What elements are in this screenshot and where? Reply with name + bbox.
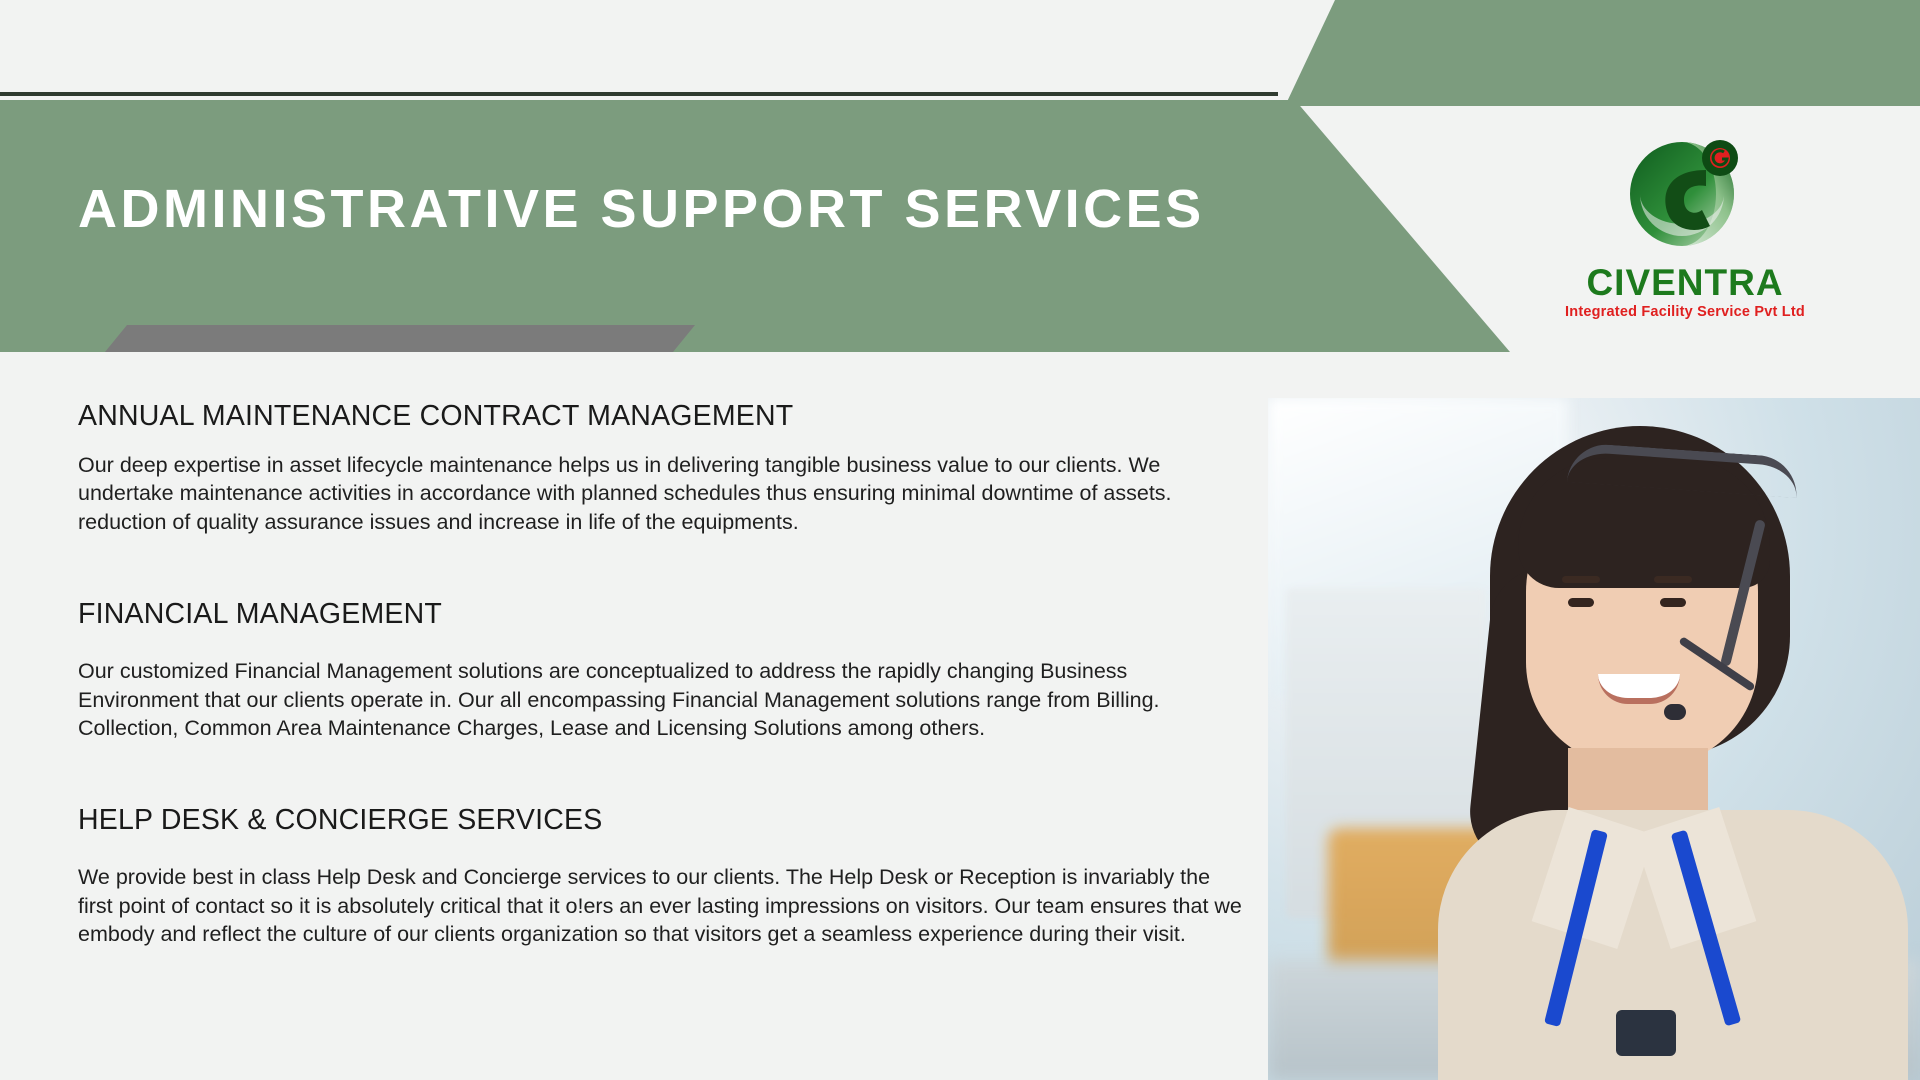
logo-tagline: Integrated Facility Service Pvt Ltd	[1565, 304, 1805, 320]
photo-person-badge	[1616, 1010, 1676, 1056]
section-body: We provide best in class Help Desk and Concierge services to our clients. The Help Desk or Reception is invariably the first point of contact so it is absolutely critical that it o!ers an ever lasting impressions on visitors. Our team ensures that we embody and reflect the culture of our clients organization so that visitors get a seamless experience during their visit.	[78, 865, 1242, 946]
logo-name: CIVENTRA	[1586, 262, 1784, 303]
section-help-desk-concierge-services	[78, 804, 1258, 948]
support-agent-photo	[1268, 398, 1920, 1080]
top-right-green-wedge	[1285, 0, 1920, 106]
section-financial-management	[78, 598, 1258, 742]
photo-person-eye-left	[1568, 598, 1594, 607]
header-accent-bar	[105, 325, 695, 352]
section-body: Our customized Financial Management solutions are conceptualized to address the rapidly changing Business Environment that our clients operate in. Our all encompassing Financial Management solutions range from Billing. Collection, Common Area Maintenance Charges, Lease and Licensing Solutions among others.	[78, 659, 1160, 740]
content-column	[78, 400, 1258, 948]
section-body: Our deep expertise in asset lifecycle maintenance helps us in delivering tangible business value to our clients. We undertake maintenance activities in accordance with planned schedules thus ensuring minimal downtime of assets. reduction of quality assurance issues and increase in life of the equipments.	[78, 453, 1172, 534]
photo-person-eye-right	[1660, 598, 1686, 607]
section-annual-maintenance-contract-management	[78, 400, 1258, 536]
photo-person-brow-left	[1562, 576, 1600, 583]
brand-logo	[1555, 130, 1815, 340]
page-title: ADMINISTRATIVE SUPPORT SERVICES	[78, 179, 1205, 239]
section-title: FINANCIAL MANAGEMENT	[78, 598, 442, 631]
globe-swirl-logo-icon	[1610, 130, 1760, 260]
section-title: HELP DESK & CONCIERGE SERVICES	[78, 804, 603, 837]
photo-person-brow-right	[1654, 576, 1692, 583]
section-title: ANNUAL MAINTENANCE CONTRACT MANAGEMENT	[78, 400, 794, 432]
top-divider-rule	[0, 92, 1278, 96]
photo-headset-mic-tip	[1664, 704, 1686, 720]
